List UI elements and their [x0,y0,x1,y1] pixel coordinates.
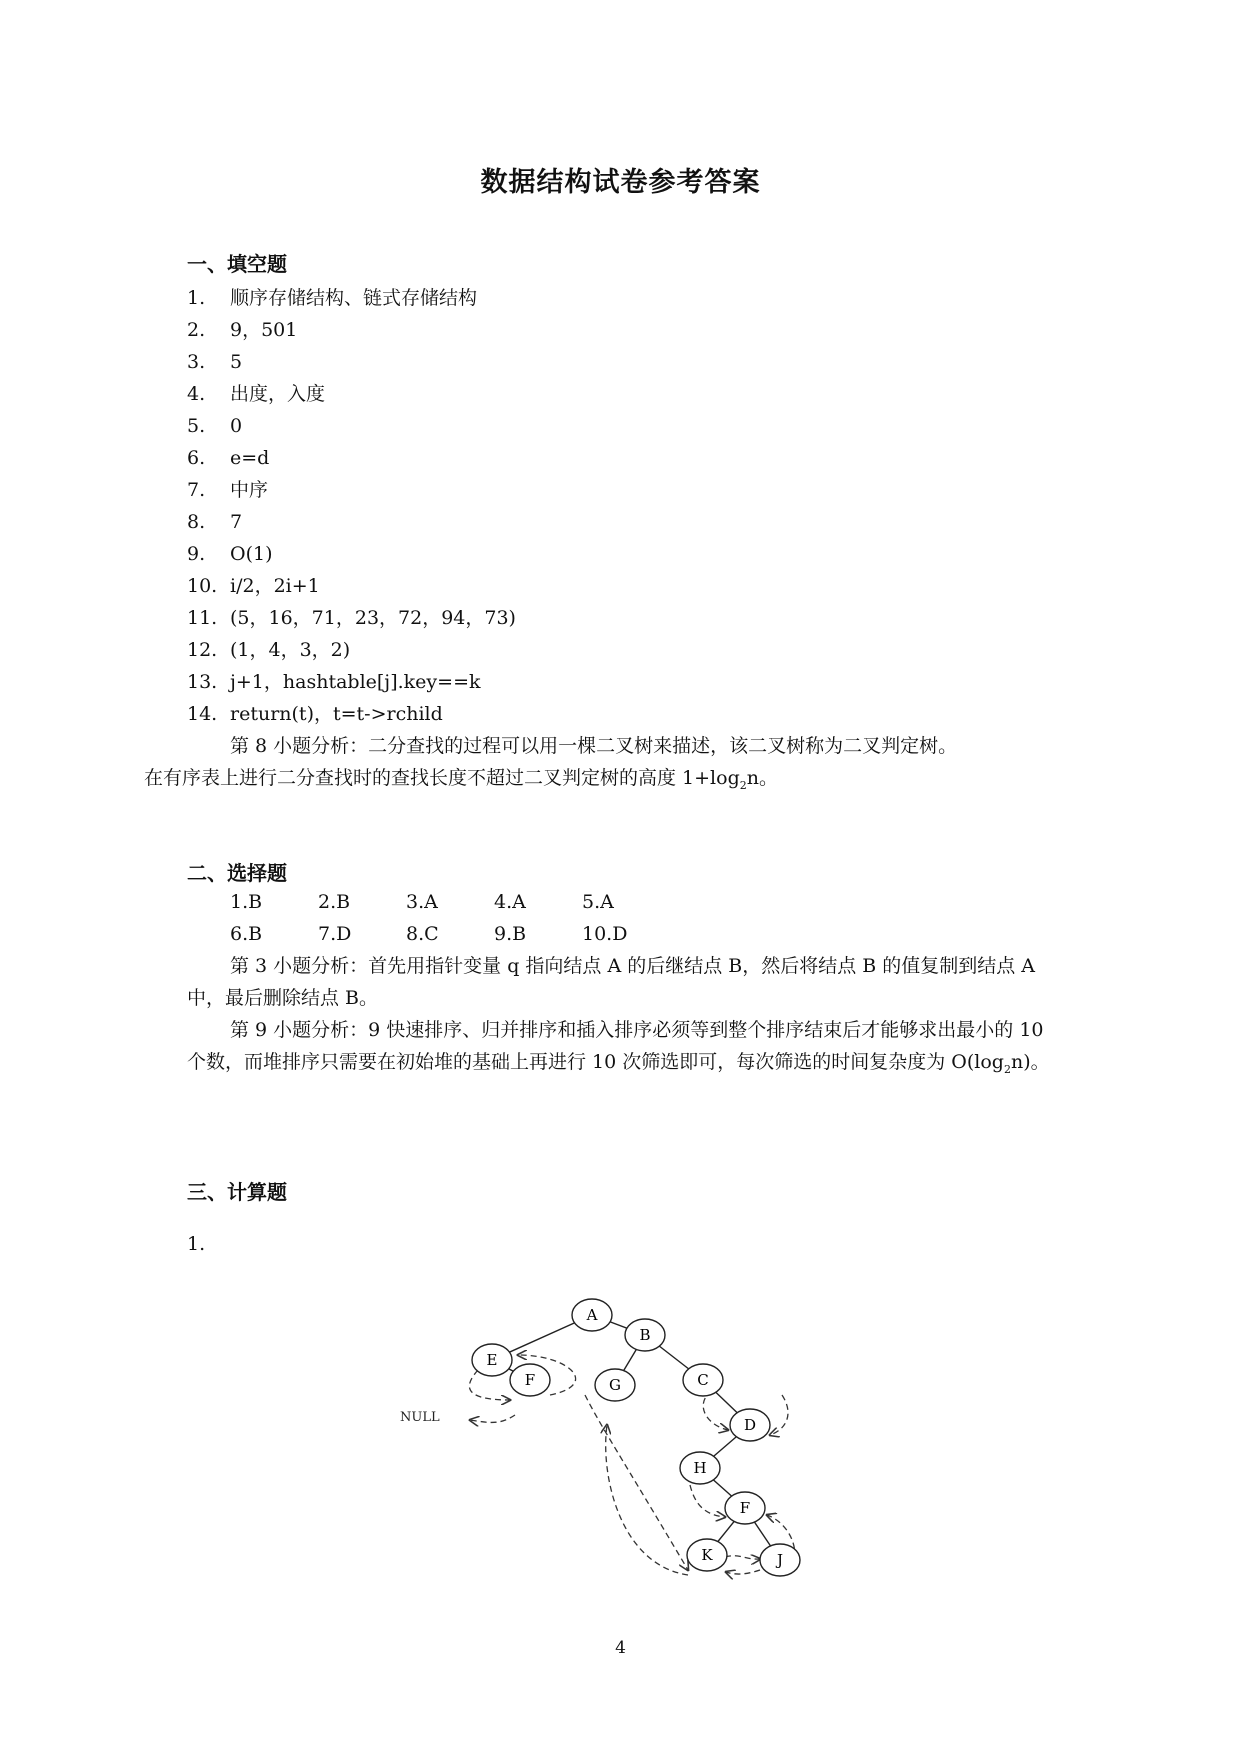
analysis-q8-line2: 在有序表上进行二分查找时的查找长度不超过二叉判定树的高度 $1+\log_2n$。 [144,767,778,792]
fill-answer-number: 9. [187,543,206,565]
fill-answer-item [187,666,516,698]
fill-answer-item [187,570,516,602]
choice-answer: 1.B [230,891,263,913]
tree-node-label: K [701,1546,713,1564]
tree-node [680,1452,720,1484]
choice-answer: 4.A [494,891,526,913]
tree-node-label: J [776,1551,784,1569]
fill-answer-text: j+1，hashtable[j].key==k [230,671,481,693]
choice-answer: 7.D [318,923,352,945]
fill-answer-number: 6. [187,447,206,469]
fill-answer-item [187,410,516,442]
tree-node [725,1492,765,1524]
fill-answer-text: 7 [230,511,243,533]
fill-answer-text: (1，4，3，2) [230,639,351,661]
null-label: NULL [400,1410,440,1425]
fill-answer-number: 5. [187,415,206,437]
tree-node [730,1409,770,1441]
fill-answer-number: 2. [187,319,206,341]
fill-answer-text: O(1) [230,543,273,565]
tree-node-label: F [524,1371,536,1389]
tree-node-label: H [693,1459,707,1477]
fill-answer-item [187,506,516,538]
choice-answer: 8.C [406,923,439,945]
fill-answer-number: 13. [187,671,218,693]
choice-answer: 6.B [230,923,263,945]
fill-answer-item [187,346,516,378]
fill-answer-number: 11. [187,607,218,629]
fill-answer-text: i/2，2i+1 [230,575,320,597]
tree-node-label: G [609,1376,621,1394]
tree-node-label: A [586,1306,598,1324]
tree-node [595,1369,635,1401]
fill-answer-text: 中序 [230,479,269,501]
choice-answer: 2.B [318,891,351,913]
fill-answer-number: 12. [187,639,218,661]
tree-node [760,1544,800,1576]
fill-answer-number: 7. [187,479,206,501]
analysis-q9: 第 9 小题分析：9 快速排序、归并排序和插入排序必须等到整个排序结束后才能够求出最小的 10 个数，而堆排序只需要在初始堆的基础上再进行 10 次筛选即可，每次筛选的时间复杂度为 $O(\log_2n)$。 [187,1019,1050,1076]
fill-answer-item [187,538,516,570]
analysis-q8-line1: 第 8 小题分析：二分查找的过程可以用一棵二叉树来描述，该二叉树称为二叉判定树。 [230,735,958,757]
tree-node-label: B [639,1326,651,1344]
fill-in-answer-list [187,282,516,730]
tree-node-label: F [739,1499,751,1517]
choice-answer: 3.A [406,891,438,913]
fill-answer-text: return(t)，t=t->rchild [230,703,443,725]
fill-answer-number: 8. [187,511,206,533]
section-heading-choice: 二、选择题 [187,861,287,885]
tree-node-label: C [697,1371,709,1389]
fill-answer-number: 4. [187,383,206,405]
fill-answer-number: 10. [187,575,218,597]
fill-answer-text: 顺序存储结构、链式存储结构 [230,287,478,309]
fill-answer-item [187,314,516,346]
fill-answer-number: 1. [187,287,206,309]
threaded-binary-tree-diagram [400,1275,820,1600]
fill-answer-number: 14. [187,703,218,725]
fill-answer-item [187,602,516,634]
fill-answer-text: 0 [230,415,243,437]
fill-answer-number: 3. [187,351,206,373]
choice-answer: 5.A [582,891,614,913]
choice-answers-row-1 [230,886,670,918]
choice-answers-row-2 [230,918,670,950]
analysis-q3: 第 3 小题分析：首先用指针变量 q 指向结点 A 的后继结点 B，然后将结点 B 的值复制到结点 A 中，最后删除结点 B。 [187,955,1036,1009]
fill-answer-item [187,442,516,474]
tree-node-label: E [486,1351,498,1369]
fill-answer-item [187,698,516,730]
fill-answer-text: (5，16，71，23，72，94，73) [230,607,516,629]
tree-node [687,1539,727,1571]
choice-answer: 10.D [582,923,628,945]
tree-node [572,1299,612,1331]
tree-node [510,1364,550,1396]
fill-answer-text: 9，501 [230,319,298,341]
page-title: 数据结构试卷参考答案 [480,167,761,198]
fill-answer-item [187,378,516,410]
fill-answer-text: e=d [230,447,270,469]
calculation-item-number: 1. [187,1233,206,1255]
fill-answer-item [187,634,516,666]
fill-answer-item [187,474,516,506]
fill-answer-text: 5 [230,351,243,373]
tree-node [625,1319,665,1351]
choice-answer: 9.B [494,923,527,945]
fill-answer-item [187,282,516,314]
section-heading-calculation: 三、计算题 [187,1180,287,1204]
fill-answer-text: 出度，入度 [230,383,326,405]
section-heading-fill-in: 一、填空题 [187,252,287,276]
analysis-q8 [144,730,1057,802]
tree-nodes [472,1299,800,1576]
tree-node [683,1364,723,1396]
tree-node-label: D [743,1416,757,1434]
tree-node [472,1344,512,1376]
page-number: 4 [615,1638,626,1658]
